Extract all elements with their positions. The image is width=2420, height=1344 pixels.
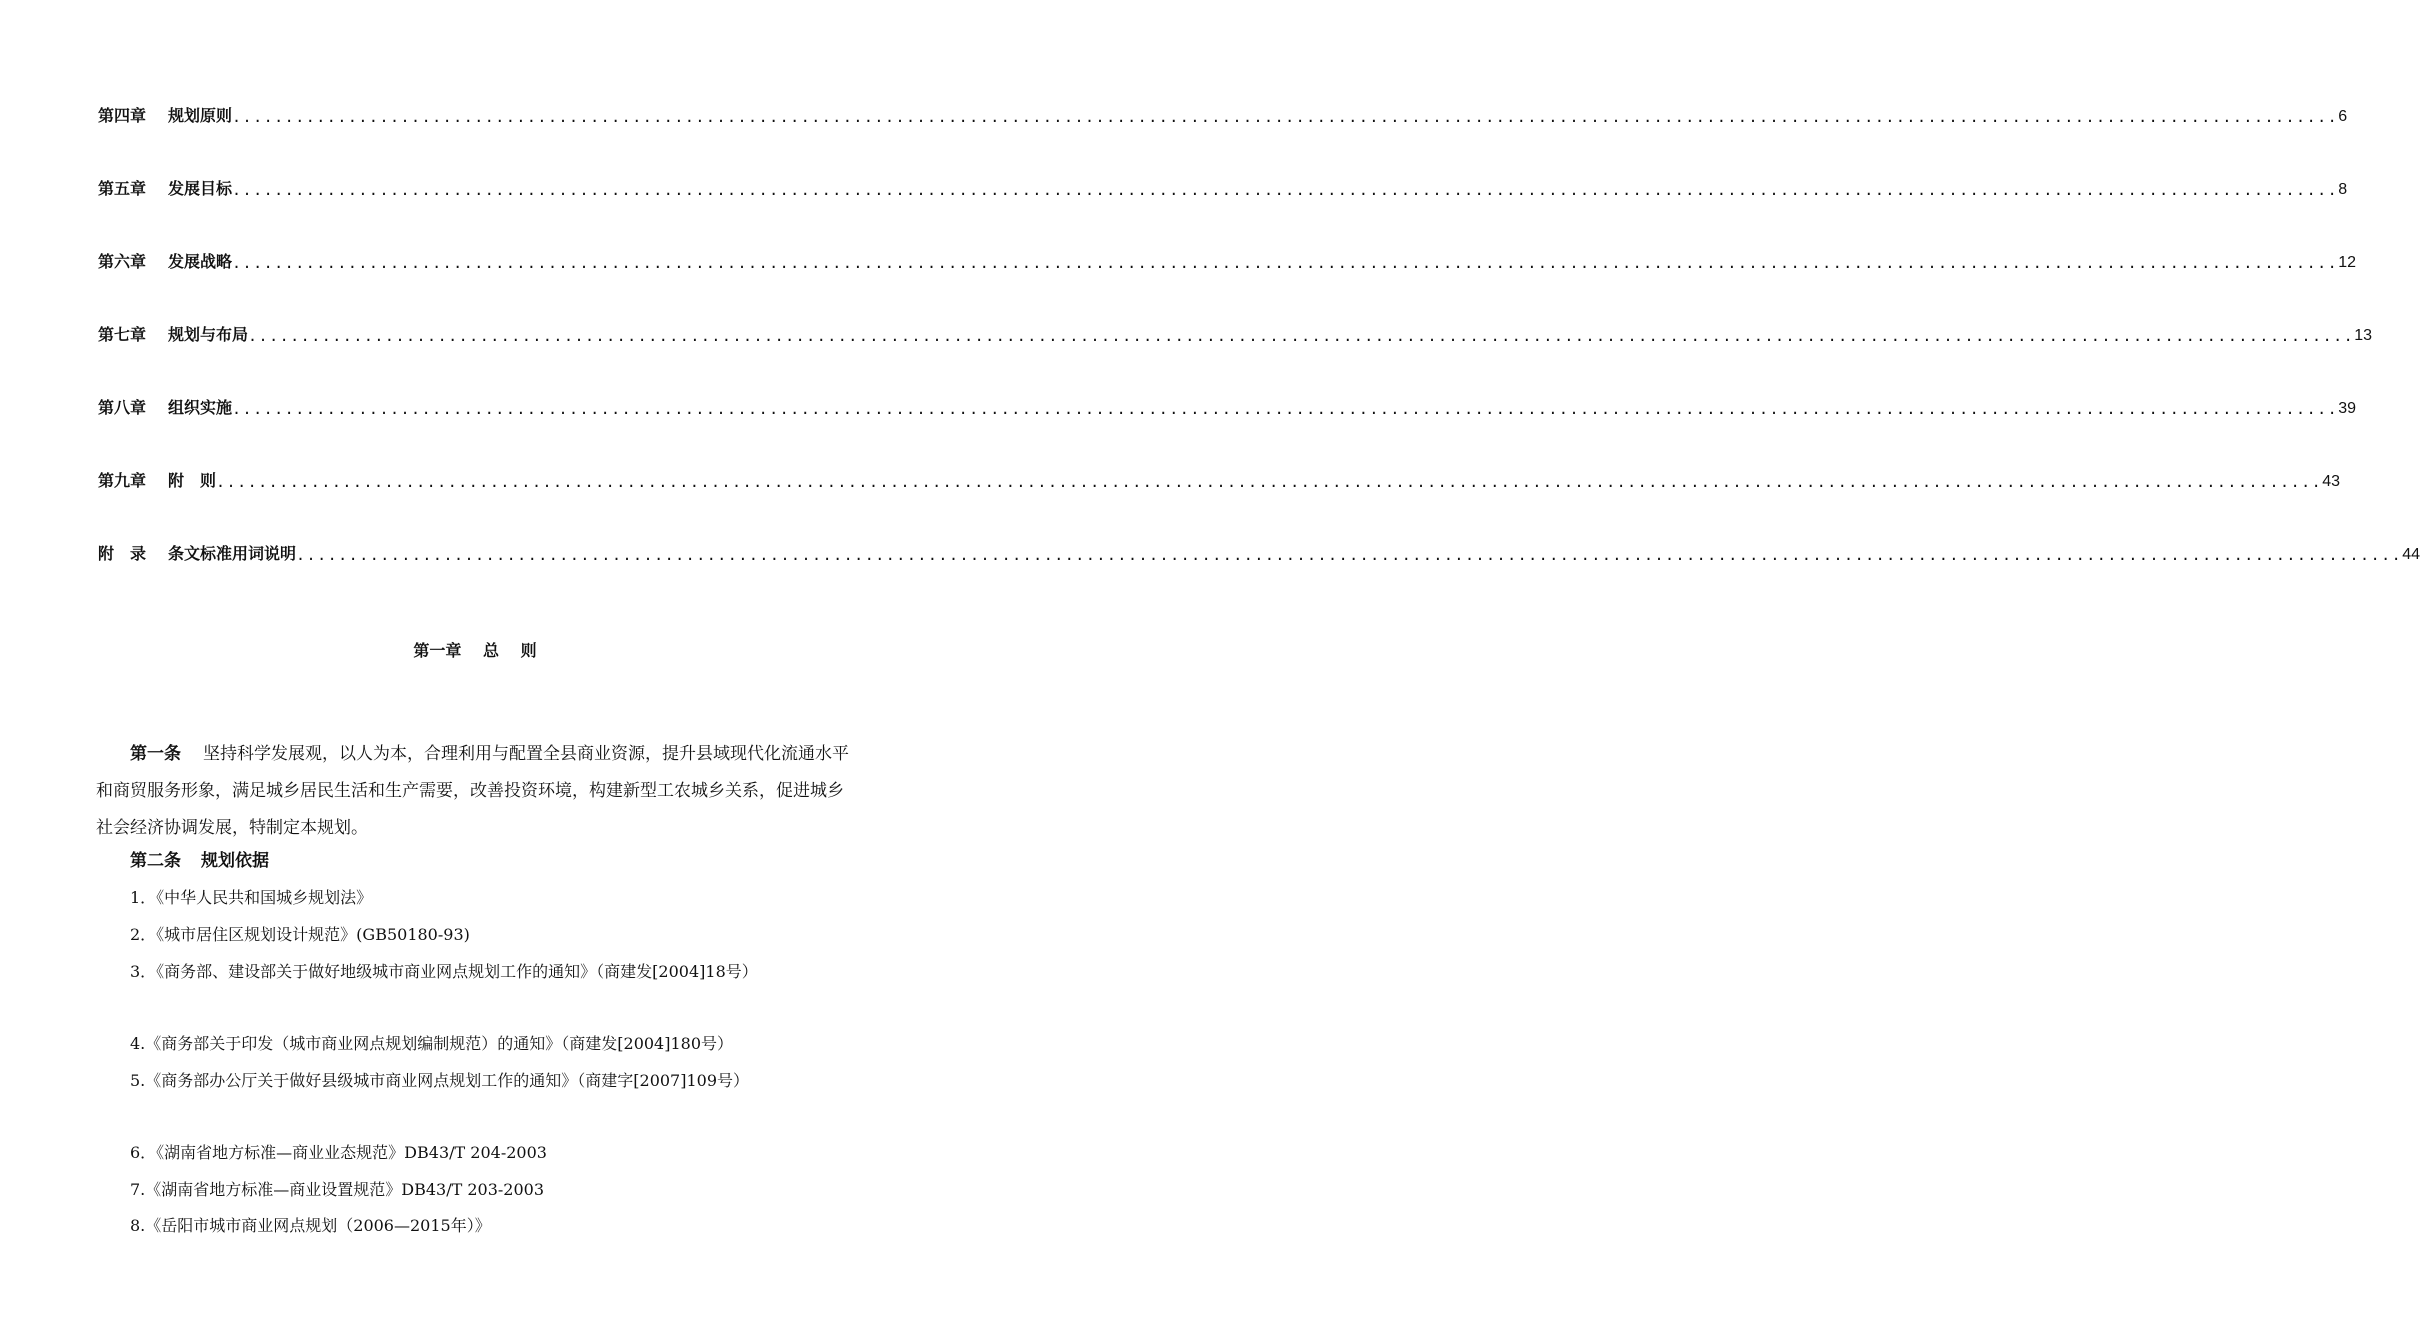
toc-entry[interactable] xyxy=(98,538,2420,564)
toc-page-number: 8 xyxy=(2338,181,2348,198)
basis-item: 4.《商务部关于印发（城市商业网点规划编制规范）的通知》（商建发[2004]180号） xyxy=(130,1034,734,1053)
toc-title: 发展战略 xyxy=(168,252,233,271)
toc-leader-dots: ........................................................................................................................................................................................................ xyxy=(232,400,2339,418)
toc-chapter-label: 第六章 xyxy=(98,252,147,271)
toc-page-number: 43 xyxy=(2322,473,2340,490)
toc-entry[interactable] xyxy=(98,319,2372,345)
toc-chapter-label: 第九章 xyxy=(98,471,147,490)
article-1-label: 第一条 xyxy=(130,744,181,764)
article-2-title: 规划依据 xyxy=(201,851,269,871)
toc-page-number: 44 xyxy=(2402,546,2420,563)
basis-item-text: 3．《商务部、建设部关于做好地级城市商业网点规划工作的通知》（商建发[2004]18号） xyxy=(130,962,758,981)
toc-entry[interactable] xyxy=(98,100,2348,126)
toc-chapter-label: 第八章 xyxy=(98,398,147,417)
toc-page-number: 12 xyxy=(2338,254,2356,271)
toc-chapter-label: 第五章 xyxy=(98,179,147,198)
toc-entry[interactable] xyxy=(98,173,2348,199)
toc-page-number: 13 xyxy=(2354,327,2372,344)
toc-leader-dots: ........................................................................................................................................................................................................ xyxy=(232,181,2339,199)
toc-page-number: 6 xyxy=(2338,108,2348,125)
basis-item: 8.《岳阳市城市商业网点规划（2006—2015年）》 xyxy=(130,1216,491,1235)
basis-item-text: 5.《商务部办公厅关于做好县级城市商业网点规划工作的通知》（商建字[2007]109号） xyxy=(130,1071,750,1090)
toc-title: 条文标准用词说明 xyxy=(168,544,297,563)
toc-leader-dots: ........................................................................................................................................................................................................ xyxy=(232,108,2339,126)
toc-chapter-label: 第七章 xyxy=(98,325,147,344)
toc-title: 规划原则 xyxy=(168,106,233,125)
toc-leader-dots: ........................................................................................................................................................................................................ xyxy=(232,254,2339,272)
article-1-text: 坚持科学发展观，以人为本，合理利用与配置全县商业资源，提升县域现代化流通水平和商贸服务形象，满足城乡居民生活和生产需要，改善投资环境，构建新型工农城乡关系，促进城乡社会经济协调发展，特制定本规划。 xyxy=(96,744,849,838)
toc-entry[interactable] xyxy=(98,465,2340,491)
toc-chapter-label: 第四章 xyxy=(98,106,147,125)
toc-title: 规划与布局 xyxy=(168,325,249,344)
toc-chapter-label: 附 录 xyxy=(98,544,147,563)
basis-item xyxy=(96,953,860,990)
basis-item: 1．《中华人民共和国城乡规划法》 xyxy=(130,888,373,907)
article-1 xyxy=(96,736,860,847)
article-2-heading xyxy=(130,846,269,871)
toc-leader-dots: ........................................................................................................................................................................................................ xyxy=(248,327,2355,345)
article-2-label: 第二条 xyxy=(130,851,181,871)
chapter-heading: 第一章 总 则 xyxy=(413,641,537,660)
basis-item xyxy=(96,1062,860,1099)
toc-title: 附 则 xyxy=(168,471,217,490)
basis-item: 7.《湖南省地方标准—商业设置规范》DB43/T 203-2003 xyxy=(130,1180,545,1199)
basis-item: 2．《城市居住区规划设计规范》(GB50180-93) xyxy=(130,925,470,944)
toc-leader-dots: ........................................................................................................................................................................................................ xyxy=(296,546,2403,564)
toc-entry[interactable] xyxy=(98,246,2356,272)
basis-item: 6．《湖南省地方标准—商业业态规范》DB43/T 204-2003 xyxy=(130,1143,547,1162)
toc-title: 组织实施 xyxy=(168,398,233,417)
toc-entry[interactable] xyxy=(98,392,2356,418)
toc-page-number: 39 xyxy=(2338,400,2356,417)
toc-leader-dots: ........................................................................................................................................................................................................ xyxy=(216,473,2323,491)
toc-title: 发展目标 xyxy=(168,179,233,198)
